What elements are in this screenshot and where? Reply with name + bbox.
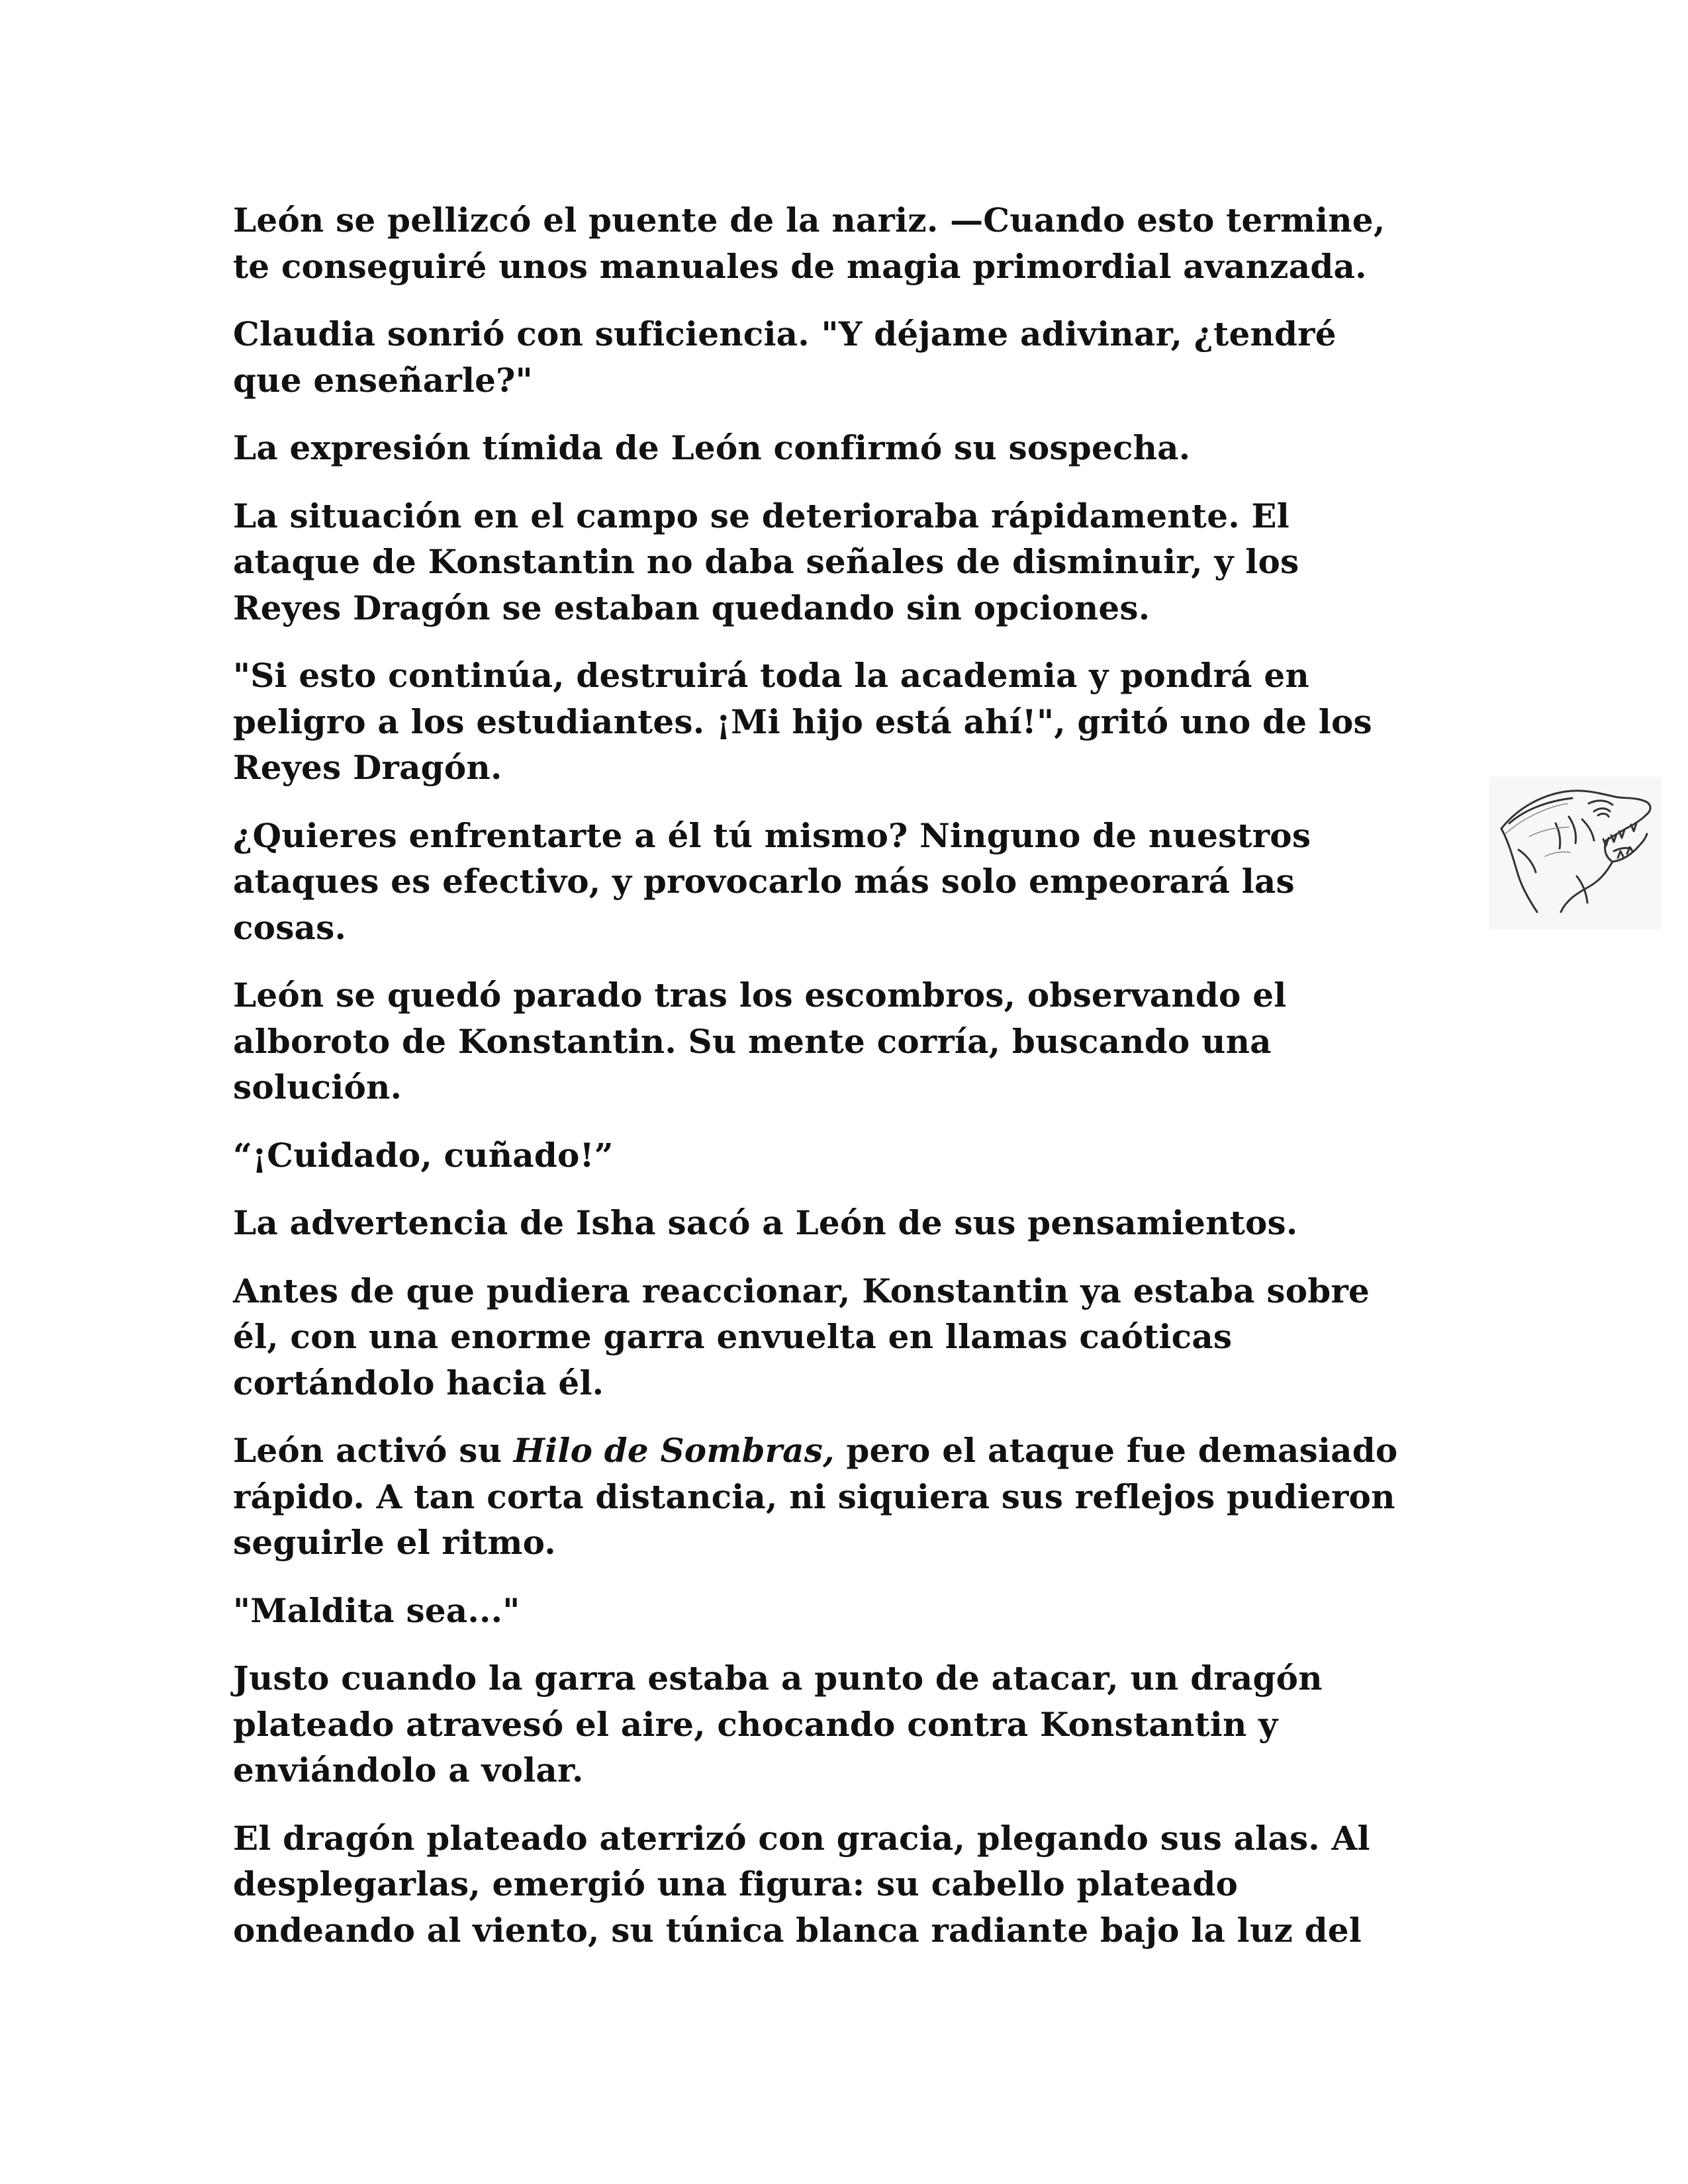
paragraph-13: Justo cuando la garra estaba a punto de atacar, un dragón plateado atravesó el aire, chocando contra Konstantin y enviándolo a volar. (233, 1659, 1323, 1790)
paragraph-11 (233, 1428, 1451, 1566)
paragraph-12: "Maldita sea..." (233, 1590, 520, 1630)
spell-name-italic: Hilo de Sombras, (513, 1431, 835, 1470)
dinosaur-sketch-svg (1489, 777, 1662, 929)
paragraph-4: La situación en el campo se deterioraba rápidamente. El ataque de Konstantin no daba señales de disminuir, y los Reyes Dragón se estaban quedando sin opciones. (233, 496, 1299, 627)
paragraph-2: Claudia sonrió con suficiencia. "Y déjame adivinar, ¿tendré que enseñarle?" (233, 314, 1336, 400)
paragraph-11-start: León activó su (233, 1431, 514, 1470)
paragraph-8: “¡Cuidado, cuñado!” (233, 1135, 614, 1175)
paragraph-5: "Si esto continúa, destruirá toda la academia y pondrá en peligro a los estudiantes. ¡Mi hijo está ahí!", gritó uno de los Reyes Dragón. (233, 656, 1372, 787)
paragraph-11-end: pero el ataque fue demasiado rápido. A tan corta distancia, ni siquiera sus reflejos pudieron seguirle el ritmo. (233, 1431, 1398, 1562)
paragraph-9: La advertencia de Isha sacó a León de sus pensamientos. (233, 1203, 1298, 1242)
paragraph-3: La expresión tímida de León confirmó su sospecha. (233, 428, 1191, 467)
dinosaur-sketch-icon (1489, 777, 1662, 929)
paragraph-1: León se pellizcó el puente de la nariz. —Cuando esto termine, te conseguiré unos manuales de magia primordial avanzada. (233, 201, 1385, 286)
paragraph-7: León se quedó parado tras los escombros, observando el alboroto de Konstantin. Su mente corría, buscando una solución. (233, 976, 1287, 1107)
body-text (233, 197, 1451, 1975)
paragraph-6: ¿Quieres enfrentarte a él tú mismo? Ninguno de nuestros ataques es efectivo, y provocarlo más solo empeorará las cosas. (233, 815, 1311, 947)
paragraph-10: Antes de que pudiera reaccionar, Konstantin ya estaba sobre él, con una enorme garra envuelta en llamas caóticas cortándolo hacia él. (233, 1271, 1370, 1402)
paragraph-14: El dragón plateado aterrizó con gracia, plegando sus alas. Al desplegarlas, emergió una figura: su cabello plateado ondeando al viento, su túnica blanca radiante bajo la luz del (233, 1818, 1370, 1950)
